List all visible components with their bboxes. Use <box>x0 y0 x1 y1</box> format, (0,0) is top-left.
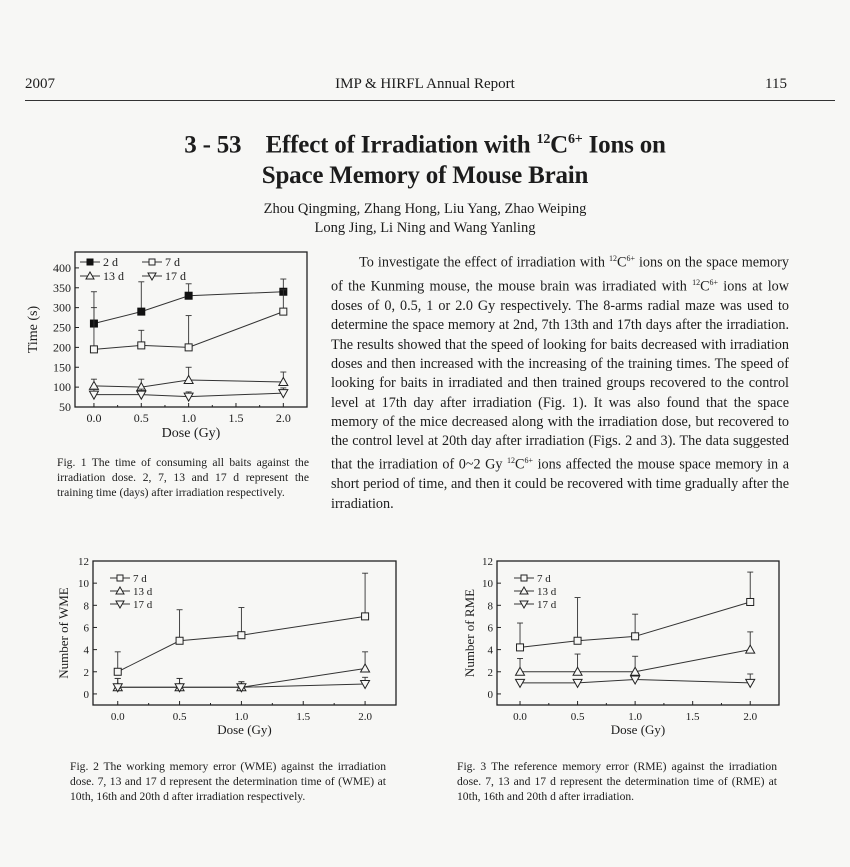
fig1-plot <box>26 252 307 441</box>
x-tick-label: 1.5 <box>296 711 311 723</box>
x-tick-label: 2.0 <box>743 711 758 723</box>
legend-label: 13 d <box>537 586 557 598</box>
x-tick-label: 0.0 <box>513 711 527 723</box>
y-tick-label: 400 <box>53 260 71 275</box>
y-axis-label: Number of RME <box>462 588 477 678</box>
x-axis-label: Dose (Gy) <box>610 722 666 737</box>
y-tick-label: 200 <box>53 340 71 355</box>
legend-entry <box>110 586 153 598</box>
legend-label: 7 d <box>133 573 147 585</box>
legend-label: 7 d <box>165 255 180 269</box>
x-tick-label: 0.0 <box>86 411 102 425</box>
legend-label: 17 d <box>537 599 557 611</box>
x-tick-label: 2.0 <box>275 411 291 425</box>
legend-entry <box>514 573 551 585</box>
legend-entry <box>110 573 147 585</box>
y-tick-label: 2 <box>487 666 493 679</box>
header-journal: IMP & HIRFL Annual Report <box>335 76 515 92</box>
legend-label: 13 d <box>103 269 124 283</box>
y-tick-label: 10 <box>78 578 89 591</box>
y-tick-label: 4 <box>487 644 493 657</box>
article-number: 3 - 53 <box>184 131 242 159</box>
x-tick-label: 0.5 <box>570 711 585 723</box>
legend-label: 2 d <box>103 255 118 269</box>
y-tick-label: 50 <box>59 400 71 414</box>
figure-2-caption: Fig. 2 The working memory error (WME) against the irradiation dose. 7, 13 and 17 d represent the determination time of (WME) at 10th, 16th and 20th d after irradiation respectively. <box>70 760 386 803</box>
legend-entry <box>514 599 557 611</box>
fig2-plot <box>56 556 396 737</box>
x-tick-label: 1.5 <box>228 411 244 425</box>
series-13d <box>89 367 287 390</box>
figure-3-caption: Fig. 3 The reference memory error (RME) against the irradiation dose. 7, 13 and 17 d represent the determination time of (RME) at 10th, 16th and 20th d after irradiation. <box>457 760 777 803</box>
x-tick-label: 1.0 <box>628 711 642 723</box>
series-17d <box>516 674 755 687</box>
fig3-plot <box>462 556 779 737</box>
figure-1-caption: Fig. 1 The time of consuming all baits against the irradiation dose. 2, 7, 13 and 17 d represent the training time (days) after irradiation respectively. <box>57 456 309 499</box>
y-tick-label: 0 <box>487 688 493 701</box>
title-line-1: 3 - 53 Effect of Irradiation with $^{12}C^{6+}$ Ions on <box>184 131 666 159</box>
x-axis-label: Dose (Gy) <box>161 426 221 441</box>
legend-label: 17 d <box>133 599 153 611</box>
y-tick-label: 150 <box>53 360 71 375</box>
y-axis-label: Time (s) <box>26 305 41 354</box>
y-tick-label: 2 <box>83 666 89 679</box>
y-tick-label: 6 <box>487 622 493 635</box>
y-tick-label: 8 <box>487 600 493 613</box>
series-7d <box>517 572 754 651</box>
header-year: 2007 <box>25 76 55 92</box>
header-page-number: 115 <box>765 76 787 92</box>
legend-entry <box>142 255 180 269</box>
y-tick-label: 6 <box>83 622 89 635</box>
x-tick-label: 0.0 <box>110 711 125 723</box>
title-line-2: Space Memory of Mouse Brain <box>261 162 589 190</box>
y-tick-label: 350 <box>53 280 71 295</box>
y-tick-label: 300 <box>53 300 71 315</box>
y-tick-label: 100 <box>53 380 71 395</box>
x-tick-label: 0.5 <box>172 711 187 723</box>
y-tick-label: 4 <box>83 644 89 657</box>
x-tick-label: 1.0 <box>181 411 197 425</box>
legend-entry <box>110 599 153 611</box>
x-axis-label: Dose (Gy) <box>217 722 272 737</box>
y-tick-label: 8 <box>83 600 89 613</box>
series-17d <box>113 677 369 691</box>
series-17d <box>89 388 287 401</box>
legend-label: 13 d <box>133 586 153 598</box>
x-tick-label: 1.0 <box>234 711 249 723</box>
x-tick-label: 0.5 <box>133 411 149 425</box>
y-tick-label: 250 <box>53 320 71 335</box>
y-tick-label: 12 <box>482 556 493 568</box>
legend-label: 7 d <box>537 573 551 585</box>
y-tick-label: 12 <box>78 556 89 568</box>
legend-entry <box>80 269 124 283</box>
series-7d <box>114 573 368 675</box>
legend-entry <box>142 269 186 283</box>
legend-entry <box>514 586 557 598</box>
y-axis-label: Number of WME <box>56 587 71 679</box>
x-tick-label: 1.5 <box>685 711 700 723</box>
authors: Zhou Qingming, Zhang Hong, Liu Yang, Zhao Weiping Long Jing, Li Ning and Wang Yanling <box>263 201 587 236</box>
x-tick-label: 2.0 <box>358 711 372 723</box>
y-tick-label: 10 <box>482 578 493 591</box>
body-paragraph: To investigate the effect of irradiation with $^{12}C^{6+}$ ions on the space memory of the Kunming mouse, the mouse brain was irradiated with $^{12}C^{6+}$ ions at low doses of 0, 0.5, 1 or 2.0 Gy respectively. The 8-arms radial maze was used to determine the space memory at 2nd, 7th 13th and 17th days after the irradiation. The results showed that the speed of looking for baits decreased with irradiation doses and then increased with the increasing of the training times. The speed of looking for baits in irradiated and then trained groups recovered to the control level at 17th day after irradiation (Fig. 1). It was also found that the space memory of the mice decreased along with the irradiation dose, but recovered to the control level at 20th day after irradiation (Figs. 2 and 3). The data suggested that the irradiation of 0~2 Gy $^{12}C^{6+}$ ions affected the mouse space memory in a short period of time, and then it could be recovered with time gradually after the irradiation. <box>331 254 789 512</box>
legend-label: 17 d <box>165 269 186 283</box>
y-tick-label: 0 <box>83 688 89 701</box>
legend-entry <box>80 255 118 269</box>
